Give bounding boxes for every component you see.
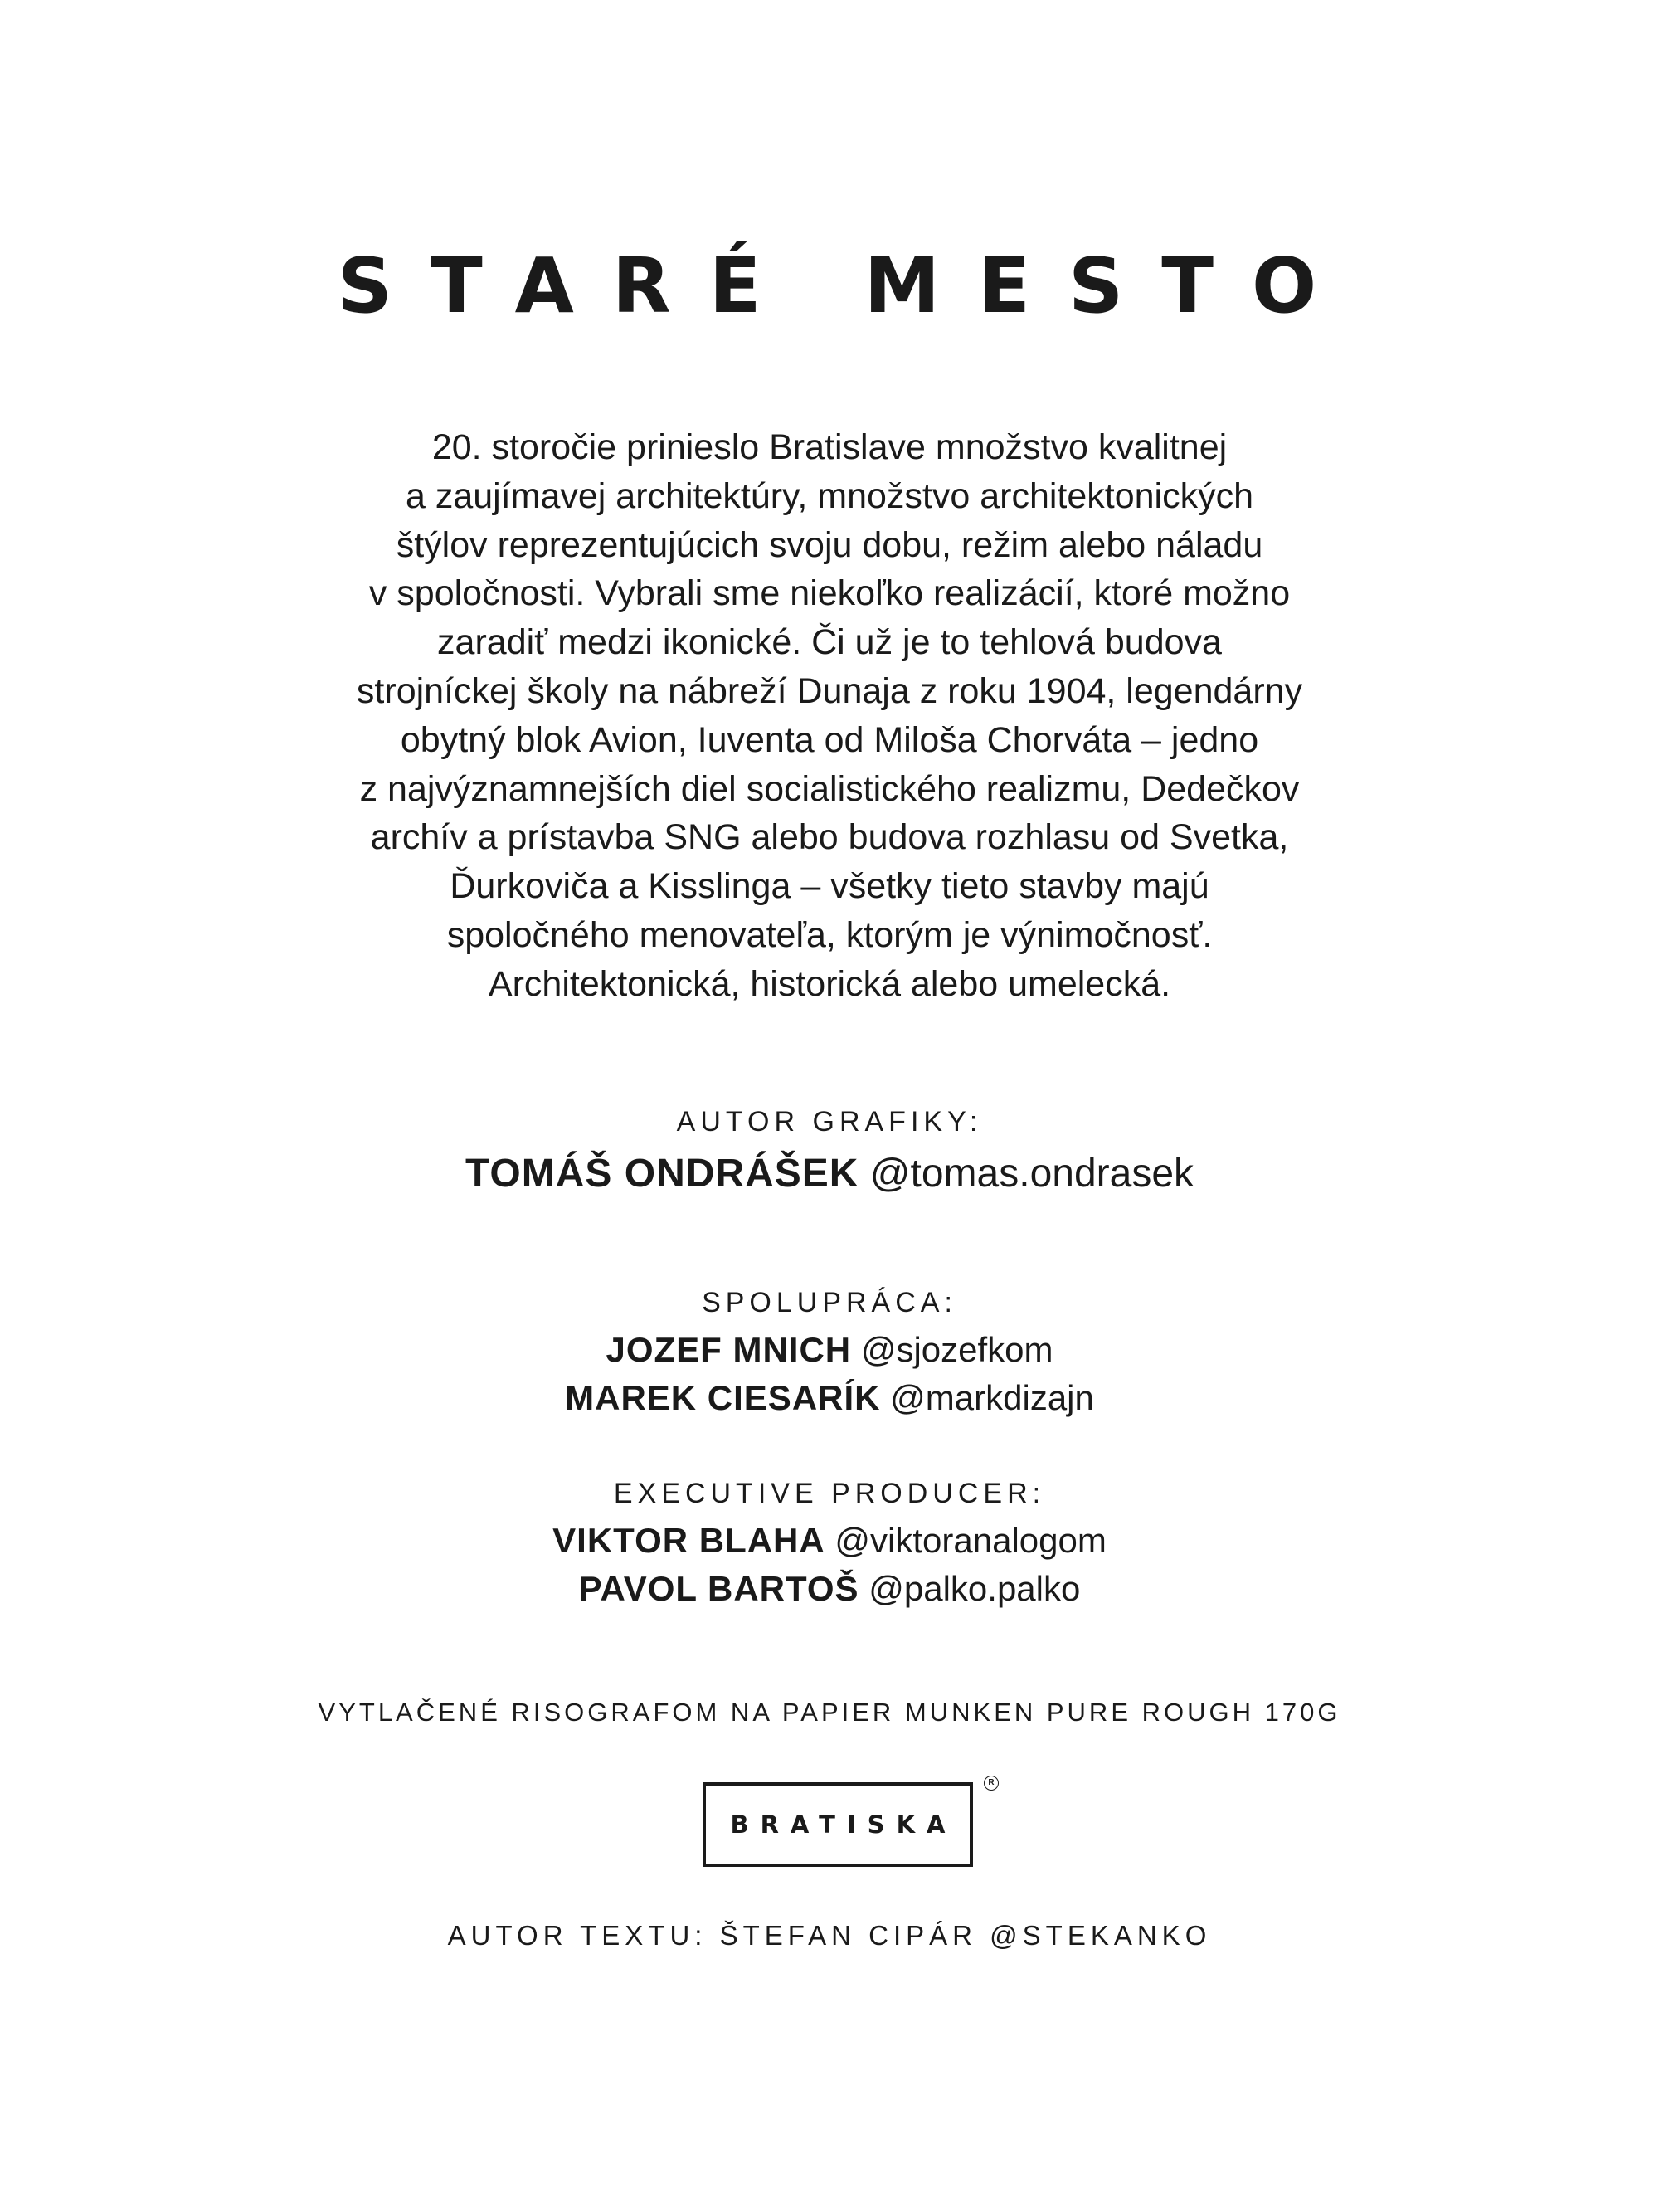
graphics-credit: [0, 1148, 1659, 1200]
collaborator-handle: @sjozefkom: [860, 1330, 1053, 1369]
collaborator-handle: @markdizajn: [890, 1378, 1094, 1417]
text-author: AUTOR TEXTU: ŠTEFAN CIPÁR @STEKANKO: [447, 1920, 1212, 1951]
producer-credit: [0, 1517, 1659, 1565]
collaboration-label: SPOLUPRÁCA:: [702, 1287, 957, 1318]
graphics-credit-section: [0, 1105, 1659, 1200]
executive-producer-section: [0, 1477, 1659, 1613]
producer-name: VIKTOR BLAHA: [552, 1521, 825, 1560]
producer-handle: @palko.palko: [868, 1569, 1081, 1608]
intro-line: strojníckej školy na nábreží Dunaja z roku 1904, legendárny: [356, 670, 1303, 711]
collaborator-name: MAREK CIESARÍK: [565, 1378, 881, 1417]
intro-line: a zaujímavej architektúry, množstvo architektonických: [405, 475, 1254, 516]
producer-name: PAVOL BARTOŠ: [578, 1569, 859, 1608]
intro-line: v spoločnosti. Vybrali sme niekoľko realizácií, ktoré možno: [368, 573, 1291, 614]
intro-line: Ďurkoviča a Kisslinga – všetky tieto stavby majú: [450, 866, 1209, 907]
bratiska-logo: BRATISKA: [703, 1782, 973, 1867]
executive-label: EXECUTIVE PRODUCER:: [613, 1478, 1046, 1509]
page-title: STARÉ MESTO: [337, 241, 1355, 330]
intro-line: zaradiť medzi ikonické. Či už je to tehlová budova: [437, 622, 1222, 663]
graphics-label: AUTOR GRAFIKY:: [676, 1106, 983, 1138]
collaborator-name: JOZEF MNICH: [606, 1330, 852, 1369]
intro-paragraph: [207, 423, 1452, 1009]
collaboration-section: [0, 1286, 1659, 1422]
intro-line: spoločného menovateľa, ktorým je výnimočnosť.: [446, 914, 1213, 955]
collaborator-credit: [0, 1326, 1659, 1374]
intro-line: obytný blok Avion, Iuventa od Miloša Chorváta – jedno: [400, 719, 1259, 760]
intro-line: Architektonická, historická alebo umelecká.: [488, 963, 1171, 1004]
intro-line: 20. storočie prinieslo Bratislave množstvo kvalitnej: [431, 427, 1228, 467]
intro-line: štýlov reprezentujúcich svoju dobu, režim alebo náladu: [396, 524, 1263, 565]
graphics-author-handle: @tomas.ondrasek: [869, 1152, 1194, 1196]
intro-line: archív a prístavba SNG alebo budova rozhlasu od Svetka,: [370, 817, 1289, 858]
registered-mark-icon: R: [984, 1776, 999, 1791]
graphics-author-name: TOMÁŠ ONDRÁŠEK: [465, 1152, 859, 1196]
producer-handle: @viktoranalogom: [834, 1521, 1107, 1560]
producer-credit: [0, 1565, 1659, 1613]
print-note: VYTLAČENÉ RISOGRAFOM NA PAPIER MUNKEN PURE ROUGH 170G: [318, 1698, 1341, 1727]
collaborator-credit: [0, 1374, 1659, 1422]
intro-line: z najvýznamnejších diel socialistického realizmu, Dedečkov: [359, 768, 1300, 809]
